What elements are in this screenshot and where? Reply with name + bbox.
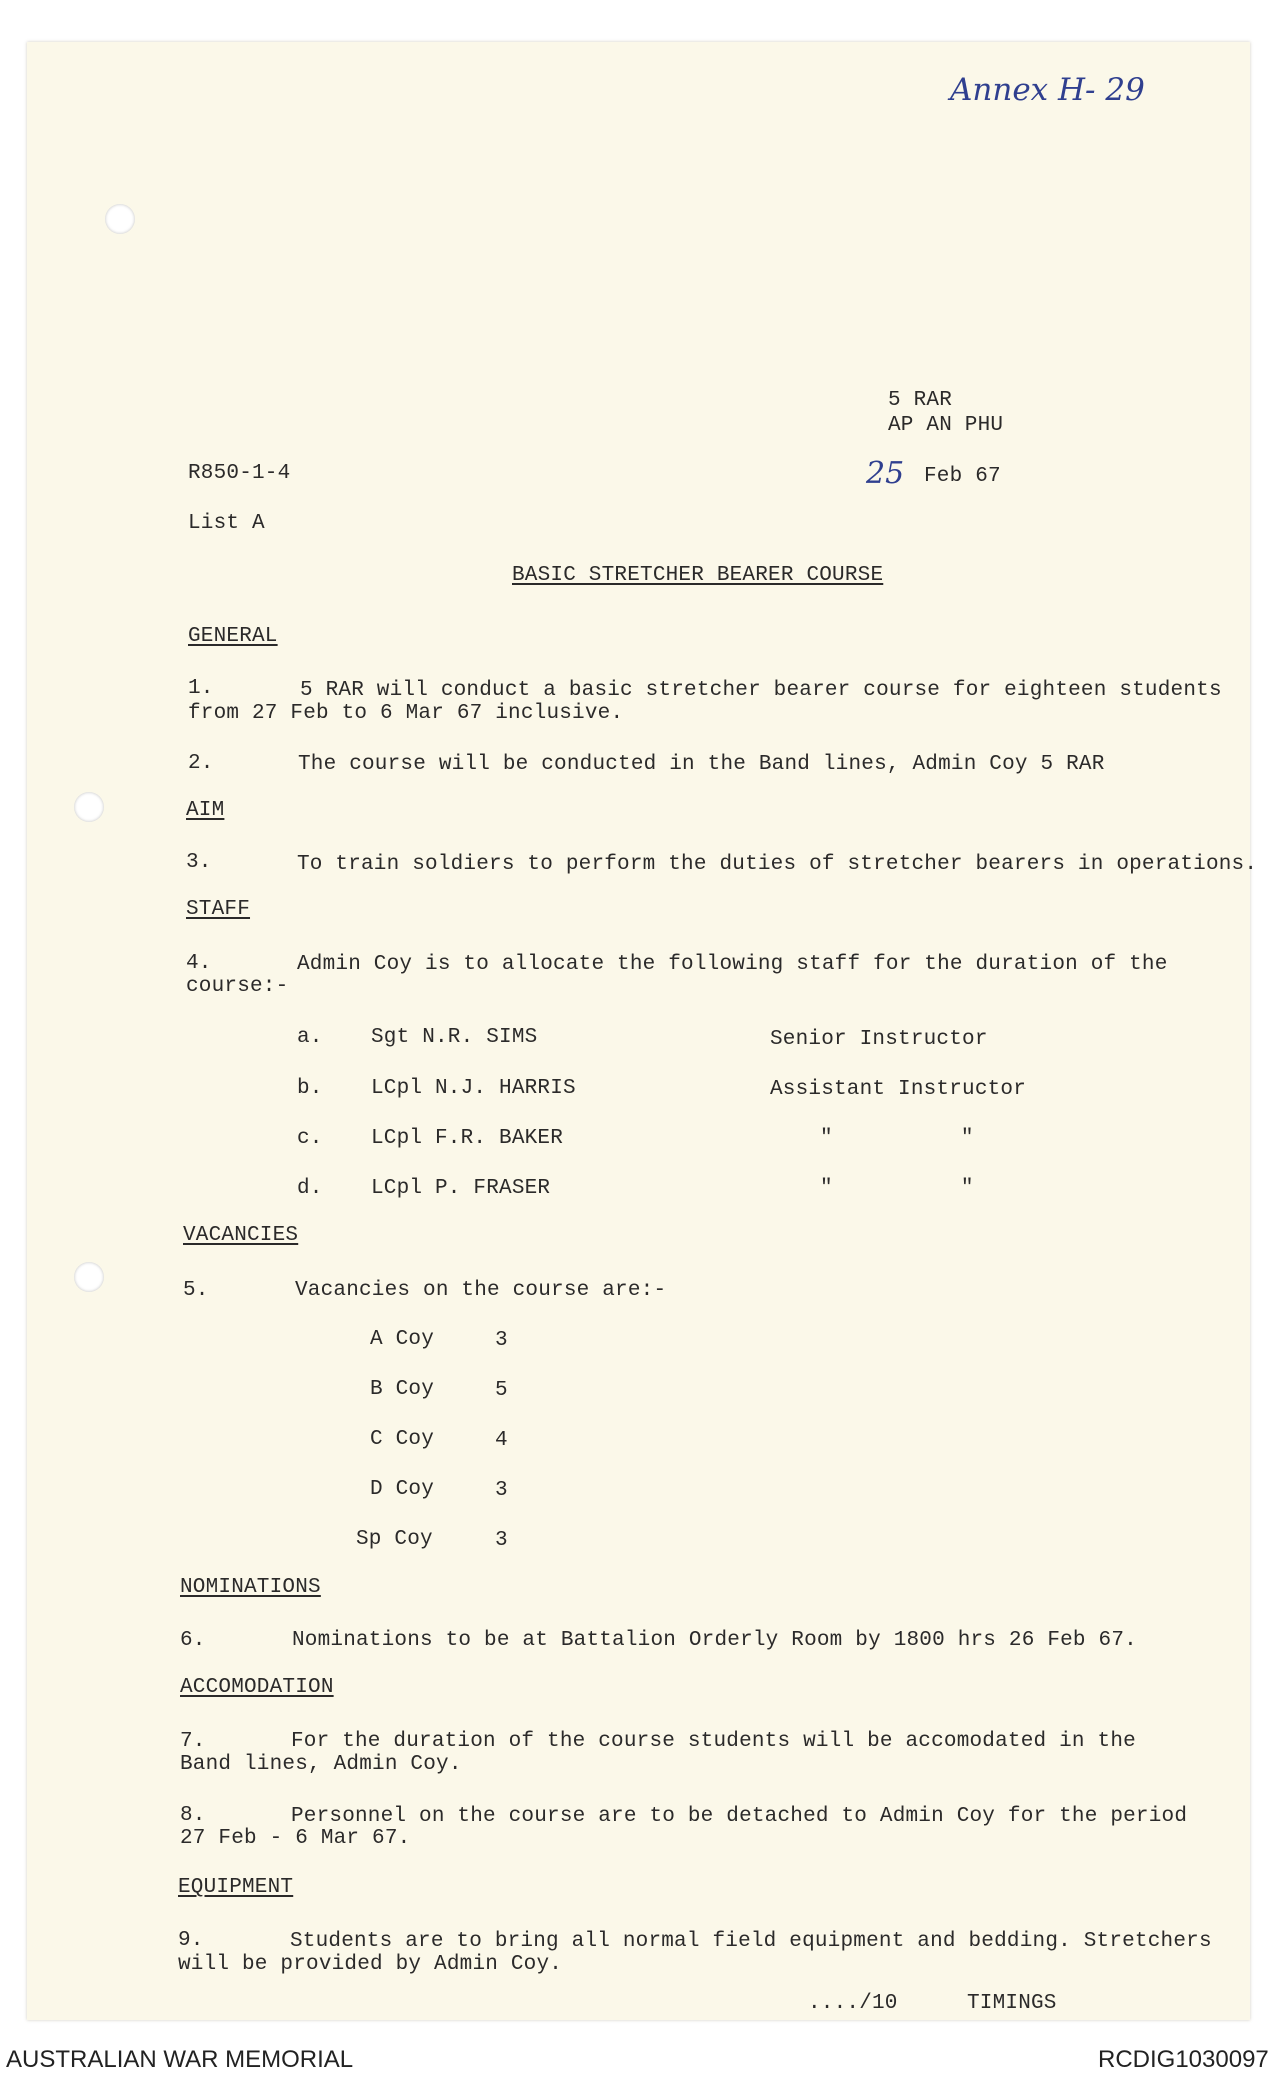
para-2-line-1: The course will be conducted in the Band lines, Admin Coy 5 RAR — [298, 753, 1105, 776]
staff-letter: b. — [297, 1077, 323, 1100]
staff-letter: d. — [297, 1177, 323, 1200]
heading-vacancies: VACANCIES — [183, 1224, 299, 1247]
para-1-line-2: from 27 Feb to 6 Mar 67 inclusive. — [188, 702, 624, 725]
para-3-line-1: To train soldiers to perform the duties of stretcher bearers in operations. — [297, 853, 1258, 876]
staff-role: Senior Instructor — [770, 1028, 988, 1051]
staff-letter: c. — [297, 1127, 323, 1150]
continuation-page-ref: ..../10 — [808, 1992, 898, 2015]
vacancy-count: 3 — [495, 1479, 508, 1502]
vacancy-company: B Coy — [370, 1378, 435, 1401]
heading-general: GENERAL — [188, 625, 278, 648]
staff-name: LCpl P. FRASER — [371, 1177, 551, 1200]
para-9-number: 9. — [178, 1929, 204, 1952]
vacancy-count: 3 — [495, 1329, 508, 1352]
vacancy-company: D Coy — [370, 1478, 435, 1501]
punch-hole-middle — [74, 792, 104, 822]
vacancy-count: 3 — [495, 1529, 508, 1552]
staff-role: " " — [820, 1177, 974, 1200]
para-7-line-1: For the duration of the course students will be accomodated in the — [291, 1730, 1136, 1753]
para-4-line-2: course:- — [186, 975, 289, 998]
para-6-line-1: Nominations to be at Battalion Orderly Room by 1800 hrs 26 Feb 67. — [292, 1629, 1137, 1652]
header-unit: 5 RAR — [888, 389, 953, 412]
para-8-line-2: 27 Feb - 6 Mar 67. — [180, 1827, 411, 1850]
vacancy-count: 5 — [495, 1379, 508, 1402]
handwritten-annotation: Annex H- 29 — [950, 72, 1145, 108]
staff-role: Assistant Instructor — [770, 1078, 1027, 1101]
staff-name: LCpl N.J. HARRIS — [371, 1077, 576, 1100]
document-page — [27, 42, 1250, 2020]
vacancy-count: 4 — [495, 1429, 508, 1452]
para-7-number: 7. — [180, 1730, 206, 1753]
para-4-line-1: Admin Coy is to allocate the following staff for the duration of the — [297, 953, 1168, 976]
vacancy-company: C Coy — [370, 1428, 435, 1451]
staff-letter: a. — [297, 1026, 323, 1049]
para-9-line-2: will be provided by Admin Coy. — [178, 1953, 563, 1976]
para-6-number: 6. — [180, 1629, 206, 1652]
archive-id: RCDIG1030097 — [1098, 2046, 1269, 2073]
document-title: BASIC STRETCHER BEARER COURSE — [512, 564, 884, 587]
continuation-next-heading: TIMINGS — [967, 1992, 1057, 2015]
para-2-number: 2. — [188, 752, 214, 775]
para-9-line-1: Students are to bring all normal field equipment and bedding. Stretchers — [290, 1930, 1212, 1953]
heading-nominations: NOMINATIONS — [180, 1576, 321, 1599]
heading-equipment: EQUIPMENT — [178, 1876, 294, 1899]
heading-staff: STAFF — [186, 898, 251, 921]
staff-name: LCpl F.R. BAKER — [371, 1127, 564, 1150]
punch-hole-top — [105, 204, 135, 234]
heading-aim: AIM — [186, 799, 225, 822]
header-address: AP AN PHU — [888, 414, 1004, 437]
para-4-number: 4. — [186, 952, 212, 975]
para-1-number: 1. — [188, 677, 214, 700]
vacancy-company: A Coy — [370, 1328, 435, 1351]
para-5-line-1: Vacancies on the course are:- — [295, 1279, 667, 1302]
vacancy-company: Sp Coy — [356, 1528, 433, 1551]
para-3-number: 3. — [186, 851, 212, 874]
para-1-line-1: 5 RAR will conduct a basic stretcher bearer course for eighteen students — [300, 679, 1222, 702]
date-month-year: Feb 67 — [924, 465, 1001, 488]
para-8-number: 8. — [180, 1804, 206, 1827]
heading-accomodation: ACCOMODATION — [180, 1676, 334, 1699]
punch-hole-bottom — [74, 1262, 104, 1292]
para-7-line-2: Band lines, Admin Coy. — [180, 1753, 462, 1776]
para-5-number: 5. — [183, 1279, 209, 1302]
date-day-handwritten: 25 — [866, 456, 905, 491]
staff-name: Sgt N.R. SIMS — [371, 1026, 538, 1049]
distribution-list: List A — [188, 512, 265, 535]
archive-credit: AUSTRALIAN WAR MEMORIAL — [6, 2046, 354, 2073]
staff-role: " " — [820, 1127, 974, 1150]
file-reference: R850-1-4 — [188, 462, 291, 485]
para-8-line-1: Personnel on the course are to be detached to Admin Coy for the period — [291, 1805, 1188, 1828]
